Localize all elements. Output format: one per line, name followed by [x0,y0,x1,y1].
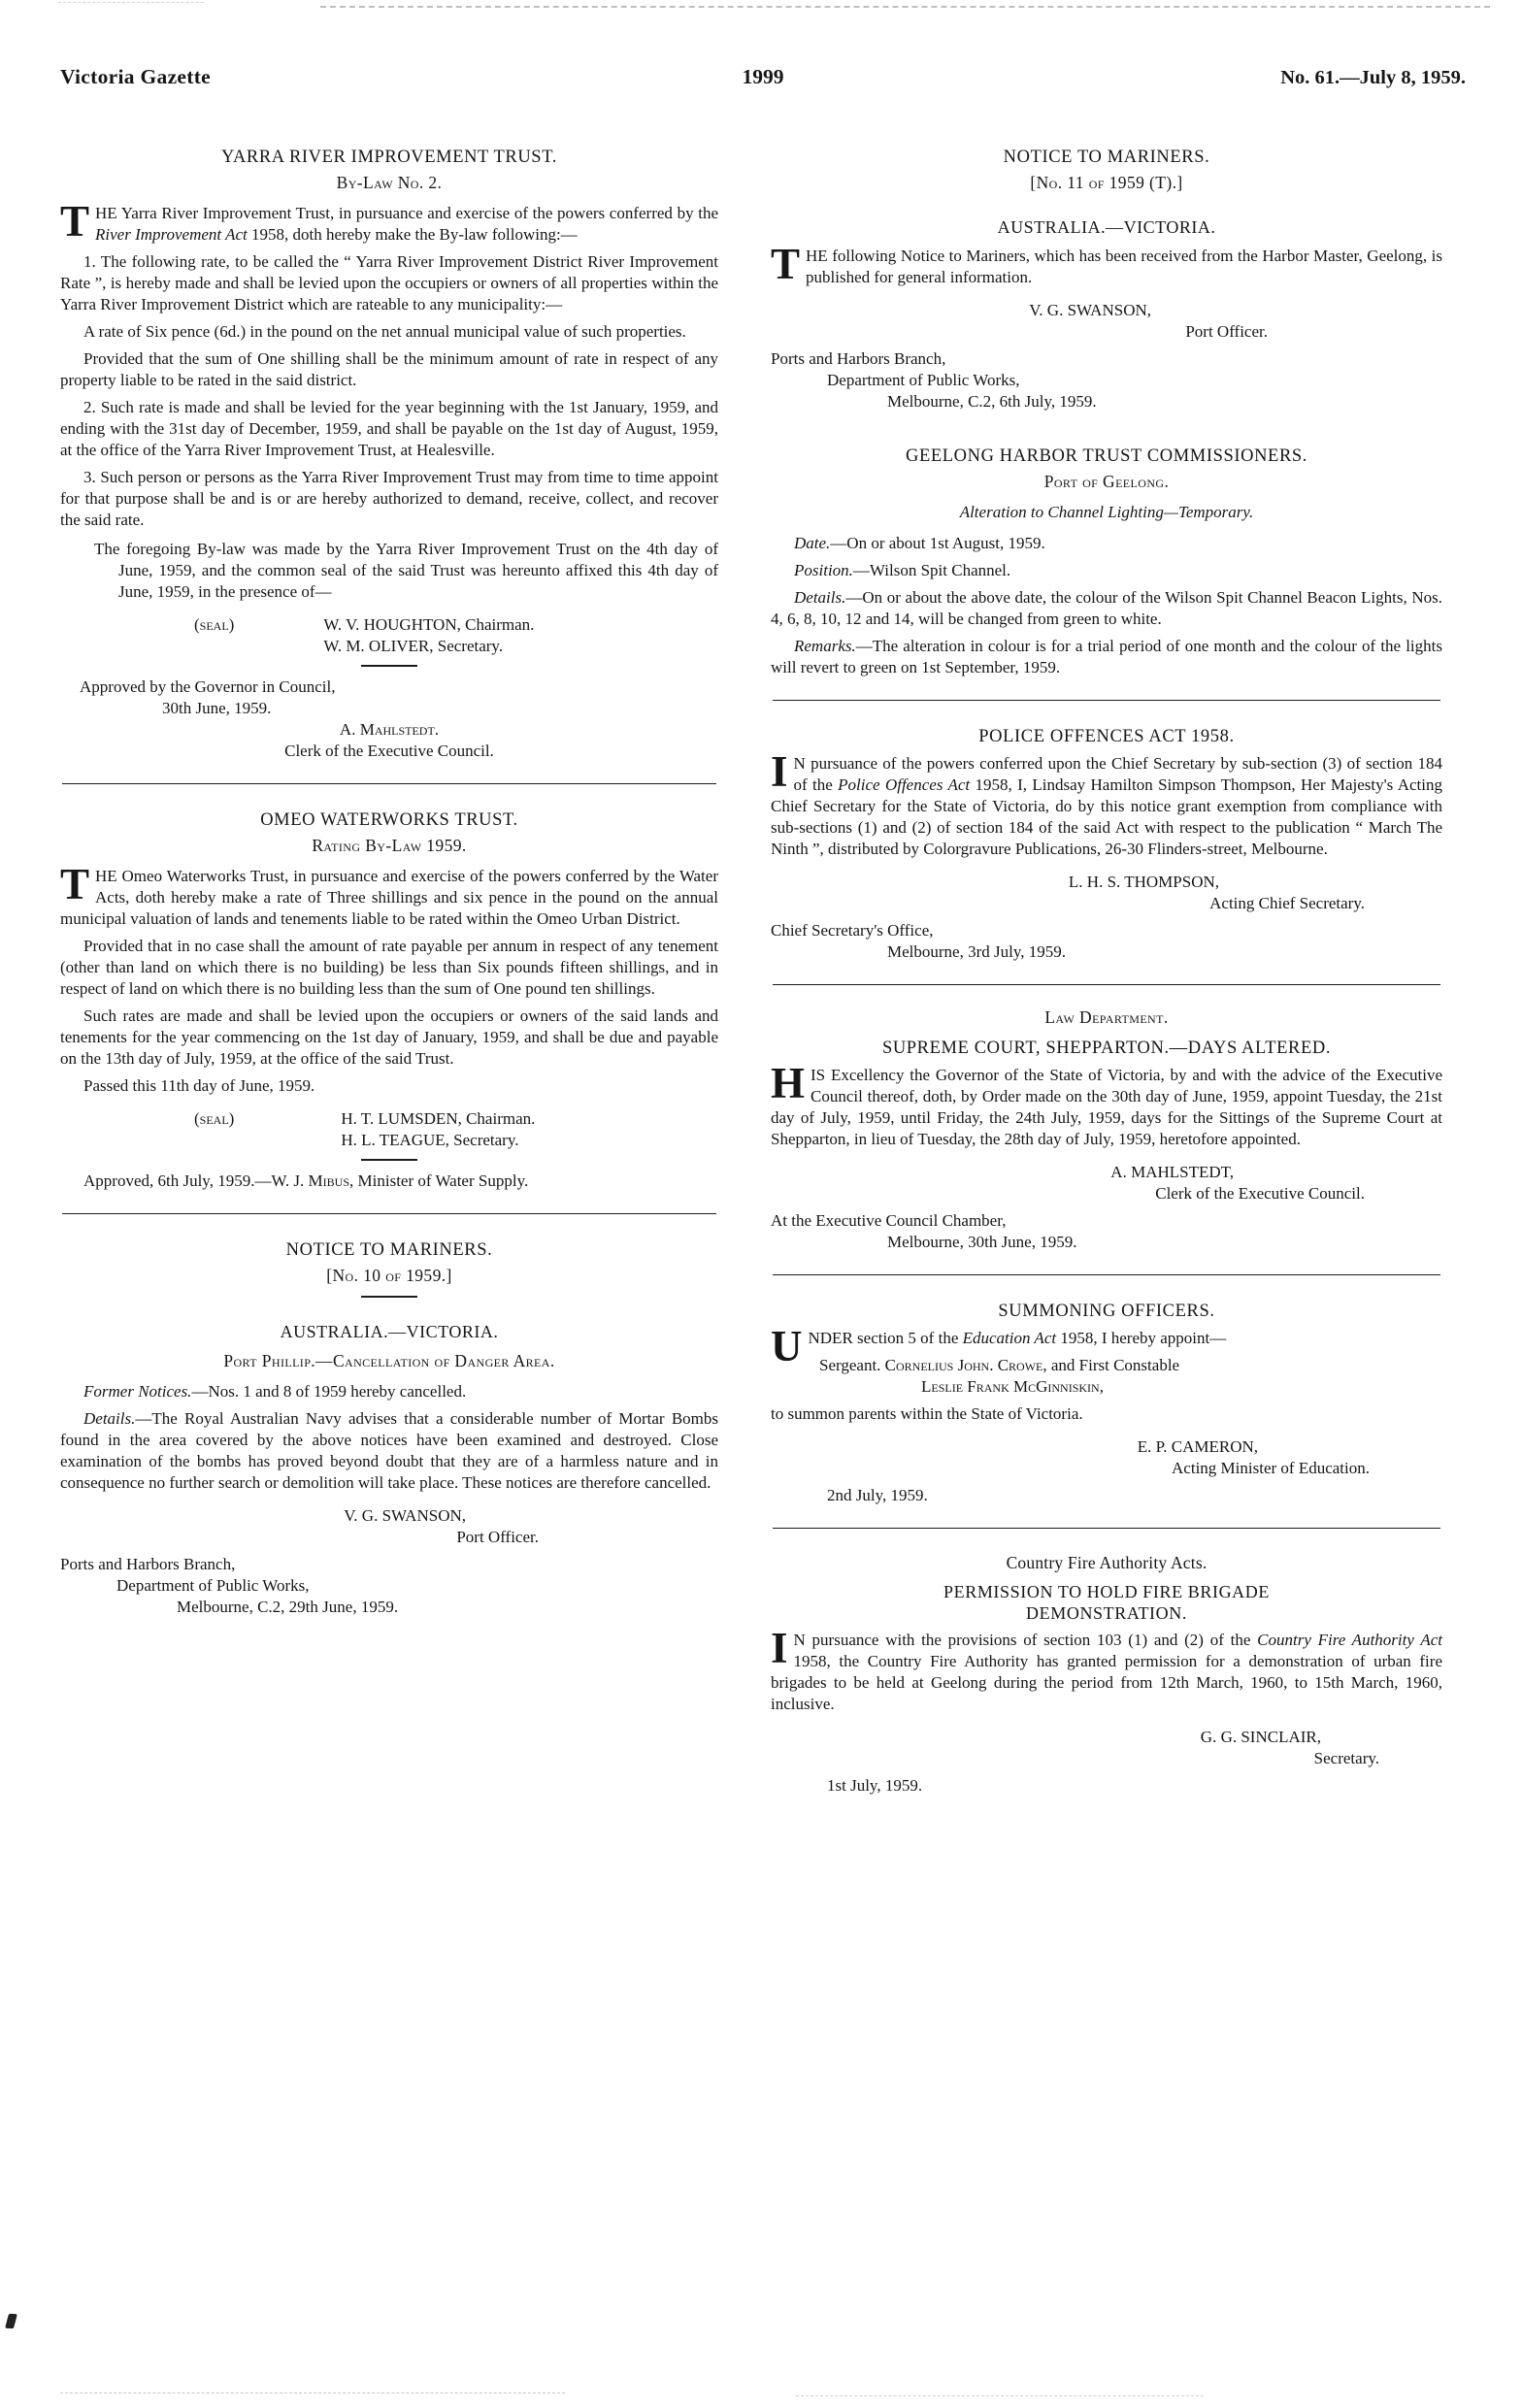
drop-cap: T [60,860,90,908]
section-divider [773,700,1440,701]
signature-role: Clerk of the Executive Council. [1155,1184,1365,1203]
signature-block [771,1162,1442,1204]
approval-block [60,676,718,762]
signature-role: Port Officer. [1185,322,1268,341]
signature-block [60,1505,718,1548]
paragraph-text: HE Yarra River Improvement Trust, in pursuance and exercise of the powers conferred by the River Improvement Act 1958, doth hereby make the By-law following:— [95,204,718,244]
address-line: Ports and Harbors Branch, [771,349,946,368]
paragraph [771,240,1442,288]
address-block [771,348,1442,412]
date-line: 2nd July, 1959. [827,1486,928,1504]
paragraph [771,747,1442,860]
section-divider [773,984,1440,985]
section-notice-to-mariners-10 [60,1239,718,1618]
appointment-line: Sergeant. Cornelius John. Crowe, and First Constable [819,1356,1180,1374]
address-line: Chief Secretary's Office, [771,921,934,940]
address-line: Melbourne, 30th June, 1959. [887,1233,1077,1251]
signature-name: W. V. HOUGHTON, Chairman. [323,615,535,634]
drop-cap: U [771,1322,803,1370]
scan-artifact-line [320,6,1490,8]
paragraph-text: N pursuance of the powers conferred upon the Chief Secretary by sub-section (3) of section 184 of the Police Offences Act 1958, I, Lindsay Hamilton Simpson Thompson, Her Majesty's Acting Chief Secretary for the State of Victoria, do by this notice grant exemption from compliance with sub-sections (1) and (2) of section 184 of the said Act with respect to the publication “ March The Ninth ”, distributed by Colorgravure Publications, 26-30 Flinders-street, Melbourne. [771,754,1442,858]
signature-name: H. T. LUMSDEN, Chairman. [341,1109,536,1128]
section-subtitle: Port of Geelong. [1043,472,1170,491]
paragraph: 3. Such person or persons as the Yarra River Improvement Trust may from time to time appoint for that purpose shall be and is or are hereby authorized to demand, receive, collect, and recover the said rate. [60,468,718,529]
section-notice-to-mariners-11 [771,147,1442,412]
address-block [771,920,1442,963]
paragraph-text: N pursuance with the provisions of section 103 (1) and (2) of the Country Fire Authority Act 1958, the Country Fire Authority has granted permission for a demonstration of urban fire brigades to be held at Geelong during the period from 12th March, 1960, to 15th March, 1960, inclusive. [771,1631,1442,1713]
signature-name: A. MAHLSTEDT, [1110,1163,1234,1181]
section-title: NOTICE TO MARINERS. [285,1240,493,1260]
section-police-offences [771,726,1442,963]
section-geelong-harbor [771,445,1442,678]
paragraph [771,1624,1442,1715]
signatories [323,614,534,657]
page-header [60,66,1466,88]
signatories [341,1108,535,1151]
signature-name: V. G. SWANSON, [344,1506,466,1525]
journal-title: Victoria Gazette [60,65,212,88]
paragraph: Former Notices.—Nos. 1 and 8 of 1959 hereby cancelled. [83,1382,467,1401]
paragraph-text: IS Excellency the Governor of the State of Victoria, by and with the advice of the Executive Council thereof, doth, by Order made on the 30th day of June, 1959, appoint Tuesday, the 21st day of July, 1959, until Friday, the 24th July, 1959, days for the Sittings of the Supreme Court at Shepparton, in lieu of Tuesday, the 28th day of July, 1959, heretofore appointed. [771,1066,1442,1148]
paragraph: Details.—The Royal Australian Navy advises that a considerable number of Mortar Bombs found in the area covered by the above notices have been examined and destroyed. Close examination of the bombs has proved beyond doubt that they are of a harmless nature and in consequence no further search or demolition will take place. These notices are therefore cancelled. [60,1409,718,1492]
paragraph: Passed this 11th day of June, 1959. [83,1076,315,1095]
signature-name: W. M. OLIVER, Secretary. [323,637,504,655]
paragraph: A rate of Six pence (6d.) in the pound on the net annual municipal value of such properties. [83,322,686,341]
paragraph: 1. The following rate, to be called the “ Yarra River Improvement District River Improvement Rate ”, is hereby made and shall be levied upon the occupiers or owners of all properties within the Yarra River Improvement District which are rateable to any municipality:— [60,252,718,313]
section-country-fire-authority [771,1552,1442,1797]
drop-cap: H [771,1059,806,1107]
section-title: POLICE OFFENCES ACT 1958. [978,727,1235,746]
scan-artifact [5,2314,17,2328]
section-subtitle: [No. 11 of 1959 (T).] [1030,173,1183,192]
paragraph-text: HE Omeo Waterworks Trust, in pursuance and exercise of the powers conferred by the Water Acts, doth hereby make a rate of Three shillings and six pence in the pound on the annual municipal valuation of lands and tenements liable to be rated within the Omeo Urban District. [60,867,718,928]
issue-info: No. 61.—July 8, 1959. [1280,67,1466,88]
approval-line: Approved by the Governor in Council, [80,677,336,696]
address-block [771,1210,1442,1253]
divider-short [361,1296,417,1298]
divider-short [361,665,417,667]
address-line: Ports and Harbors Branch, [60,1555,236,1573]
paragraph: Remarks.—The alteration in colour is for a trial period of one month and the colour of the lights will revert to green on 1st September, 1959. [771,637,1442,676]
section-divider [773,1274,1440,1275]
signature-role: Port Officer. [456,1528,539,1546]
approval-date: 30th June, 1959. [162,699,272,717]
paragraph: Date.—On or about 1st August, 1959. [794,534,1045,552]
address-line: Melbourne, C.2, 29th June, 1959. [177,1598,399,1616]
appointment-line: Leslie Frank McGinniskin, [921,1377,1104,1396]
paragraph: Provided that the sum of One shilling shall be the minimum amount of rate in respect of any property liable to be rated in the said district. [60,349,718,389]
signature-block [771,1436,1442,1479]
approval-line: Approved, 6th July, 1959.—W. J. Mibus, Minister of Water Supply. [83,1171,529,1190]
section-omeo-waterworks [60,809,718,1192]
paragraph [60,197,718,246]
section-title: SUMMONING OFFICERS. [998,1302,1215,1321]
signature-role: Acting Chief Secretary. [1209,894,1365,912]
signature-block [60,1108,718,1151]
region-heading: AUSTRALIA.—VICTORIA. [997,217,1216,237]
signature-role: Acting Minister of Education. [1172,1459,1370,1477]
section-title: GEELONG HARBOR TRUST COMMISSIONERS. [905,446,1307,466]
section-title: SUPREME COURT, SHEPPARTON.—DAYS ALTERED. [881,1039,1332,1058]
section-title: YARRA RIVER IMPROVEMENT TRUST. [221,148,557,167]
signature-name: G. G. SINCLAIR, [1200,1728,1321,1746]
paragraph: The foregoing By-law was made by the Yarra River Improvement Trust on the 4th day of June, 1959, and the common seal of the said Trust was hereunto affixed this 4th day of June, 1959, in the presence of— [94,540,718,601]
right-column [771,131,1442,1797]
date-line: 1st July, 1959. [827,1776,923,1795]
section-divider [773,1528,1440,1529]
scan-artifact-line [796,2395,1204,2396]
drop-cap: T [60,197,90,246]
section-yarra-bylaw [60,147,718,762]
signature-block [771,872,1442,914]
drop-cap: T [771,240,801,288]
section-summoning-officers [771,1301,1442,1506]
signature-block [60,614,718,657]
acts-heading: Country Fire Authority Acts. [1006,1553,1208,1572]
section-subtitle: By-Law No. 2. [336,173,443,192]
section-title: PERMISSION TO HOLD FIRE BRIGADE DEMONSTRATION. [943,1582,1270,1623]
paragraph: Position.—Wilson Spit Channel. [794,561,1011,579]
signature-role: Secretary. [1313,1749,1379,1767]
signature-name: H. L. TEAGUE, Secretary. [341,1131,519,1149]
page-number: 1999 [742,65,784,88]
scan-artifact-line [58,2,204,3]
paragraph [60,860,718,930]
paragraph: to summon parents within the State of Victoria. [771,1404,1083,1423]
paragraph: Such rates are made and shall be levied upon the occupiers or owners of the said lands and tenements for the year commencing on the 1st day of January, 1959, and shall be due and payable on the 13th day of July, 1959, at the office of the said Trust. [60,1006,718,1068]
section-subtitle: [No. 10 of 1959.] [326,1266,452,1285]
notice-subject: Alteration to Channel Lighting—Temporary. [959,503,1254,521]
notice-subheading: Port Phillip.—Cancellation of Danger Area. [223,1351,555,1370]
paragraph-text: NDER section 5 of the Education Act 1958, I hereby appoint— [808,1329,1227,1347]
signature-name: V. G. SWANSON, [1029,301,1151,319]
signature-name: L. H. S. THOMPSON, [1068,873,1219,891]
section-divider [62,783,716,784]
seal-label: (seal) [194,1109,235,1128]
address-line: At the Executive Council Chamber, [771,1211,1007,1230]
section-divider [62,1213,716,1214]
address-line: Melbourne, C.2, 6th July, 1959. [887,392,1097,411]
paragraph: Provided that in no case shall the amount of rate payable per annum in respect of any tenement (other than land on which there is no building) be less than Six pounds fifteen shillings, and in respect of land on which there is no building less than the sum of One pound ten shillings. [60,937,718,998]
two-column-layout [60,131,1466,1797]
section-supreme-court [771,1006,1442,1253]
address-line: Department of Public Works, [827,371,1020,389]
address-line: Melbourne, 3rd July, 1959. [887,942,1066,961]
scan-artifact-line [60,2392,565,2393]
signature-block [771,300,1442,343]
section-title: OMEO WATERWORKS TRUST. [260,810,518,830]
signature-block [771,1727,1442,1769]
paragraph-text: HE following Notice to Mariners, which has been received from the Harbor Master, Geelong, is published for general information. [806,247,1442,286]
section-title: NOTICE TO MARINERS. [1003,148,1210,167]
region-heading: AUSTRALIA.—VICTORIA. [280,1322,499,1341]
clerk-title: Clerk of the Executive Council. [284,742,494,760]
department-heading: Law Department. [1044,1007,1169,1027]
paragraph [771,1059,1442,1150]
clerk-name: A. Mahlstedt. [339,720,440,739]
section-subtitle: Rating By-Law 1959. [312,836,467,855]
address-line: Department of Public Works, [116,1576,310,1595]
paragraph: Details.—On or about the above date, the colour of the Wilson Spit Channel Beacon Lights, Nos. 4, 6, 8, 10, 12 and 14, will be changed from green to white. [771,588,1442,628]
drop-cap: I [771,747,788,796]
left-column [60,131,718,1797]
divider-short [361,1159,417,1161]
seal-label: (seal) [194,615,235,634]
paragraph: 2. Such rate is made and shall be levied for the year beginning with the 1st January, 1959, and ending with the 31st day of December, 1959, and shall be payable on the 1st day of August, 1959, at the office of the Yarra River Improvement Trust, at Healesville. [60,398,718,459]
signature-name: E. P. CAMERON, [1137,1437,1258,1456]
address-block [60,1554,718,1618]
drop-cap: I [771,1624,788,1672]
